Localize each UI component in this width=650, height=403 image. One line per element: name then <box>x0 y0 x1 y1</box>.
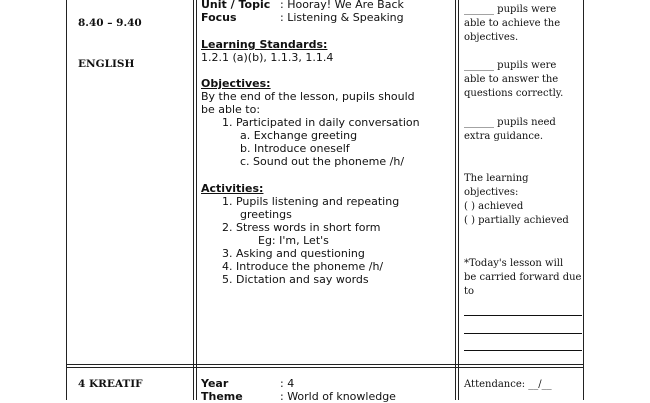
year-label: Year <box>201 377 229 390</box>
reflection-achieved-line-1: ______ pupils were <box>464 4 557 15</box>
table-divider-2 <box>455 0 459 400</box>
reflection-partially-achieved-checkbox[interactable]: ( ) partially achieved <box>464 215 569 226</box>
objective-sub-item: a. Exchange greeting <box>240 129 358 142</box>
table-divider-1 <box>193 0 197 400</box>
reflection-carry-forward-line-1: *Today's lesson will <box>464 258 564 269</box>
activity-item: 5. Dictation and say words <box>222 273 369 286</box>
objective-sub-item: b. Introduce oneself <box>240 142 350 155</box>
activity-item: 2. Stress words in short form <box>222 221 381 234</box>
year-value: : 4 <box>280 377 295 390</box>
activity-item: 1. Pupils listening and repeating <box>222 195 400 208</box>
reflection-answered-line-1: ______ pupils were <box>464 60 557 71</box>
theme-label: Theme <box>201 390 243 403</box>
reflection-answered-line-3: questions correctly. <box>464 88 564 99</box>
reflection-achieved-line-2: able to achieve the <box>464 18 561 29</box>
reflection-achieved-line-3: objectives. <box>464 32 519 43</box>
unit-label: Unit / Topic <box>201 0 271 11</box>
standards-value: 1.2.1 (a)(b), 1.1.3, 1.1.4 <box>201 51 334 64</box>
theme-value: : World of knowledge <box>280 390 396 403</box>
subject-name: ENGLISH <box>78 58 135 70</box>
activity-item: 3. Asking and questioning <box>222 247 365 260</box>
class-name: 4 KREATIF <box>78 378 143 390</box>
reflection-carry-forward-line-3: to <box>464 286 475 297</box>
reflection-achieved-checkbox[interactable]: ( ) achieved <box>464 201 524 212</box>
objectives-heading: Objectives: <box>201 77 271 90</box>
activities-heading: Activities: <box>201 182 264 195</box>
blank-writing-line[interactable] <box>464 350 582 351</box>
reflection-guidance-line-2: extra guidance. <box>464 131 544 142</box>
reflection-answered-line-2: able to answer the <box>464 74 559 85</box>
activity-item: 4. Introduce the phoneme /h/ <box>222 260 384 273</box>
reflection-guidance-line-1: ______ pupils need <box>464 117 556 128</box>
time-slot: 8.40 – 9.40 <box>78 17 142 29</box>
table-border-left <box>66 0 67 400</box>
objective-item: 1. Participated in daily conversation <box>222 116 420 129</box>
reflection-objectives-line-2: objectives: <box>464 187 519 198</box>
objective-sub-item: c. Sound out the phoneme /h/ <box>240 155 405 168</box>
activity-item-continued: greetings <box>240 208 292 221</box>
blank-writing-line[interactable] <box>464 315 582 316</box>
blank-writing-line[interactable] <box>464 333 582 334</box>
standards-heading: Learning Standards: <box>201 38 328 51</box>
focus-label: Focus <box>201 11 237 24</box>
reflection-carry-forward-line-2: be carried forward due <box>464 272 582 283</box>
objectives-intro-line-2: be able to: <box>201 103 261 116</box>
activity-example: Eg: I'm, Let's <box>258 234 329 247</box>
table-border-right <box>583 0 584 400</box>
attendance-field[interactable]: Attendance: __/__ <box>464 379 552 390</box>
objectives-intro-line-1: By the end of the lesson, pupils should <box>201 90 415 103</box>
row-divider <box>66 364 584 368</box>
unit-value: : Hooray! We Are Back <box>280 0 404 11</box>
reflection-objectives-line-1: The learning <box>464 173 529 184</box>
focus-value: : Listening & Speaking <box>280 11 404 24</box>
